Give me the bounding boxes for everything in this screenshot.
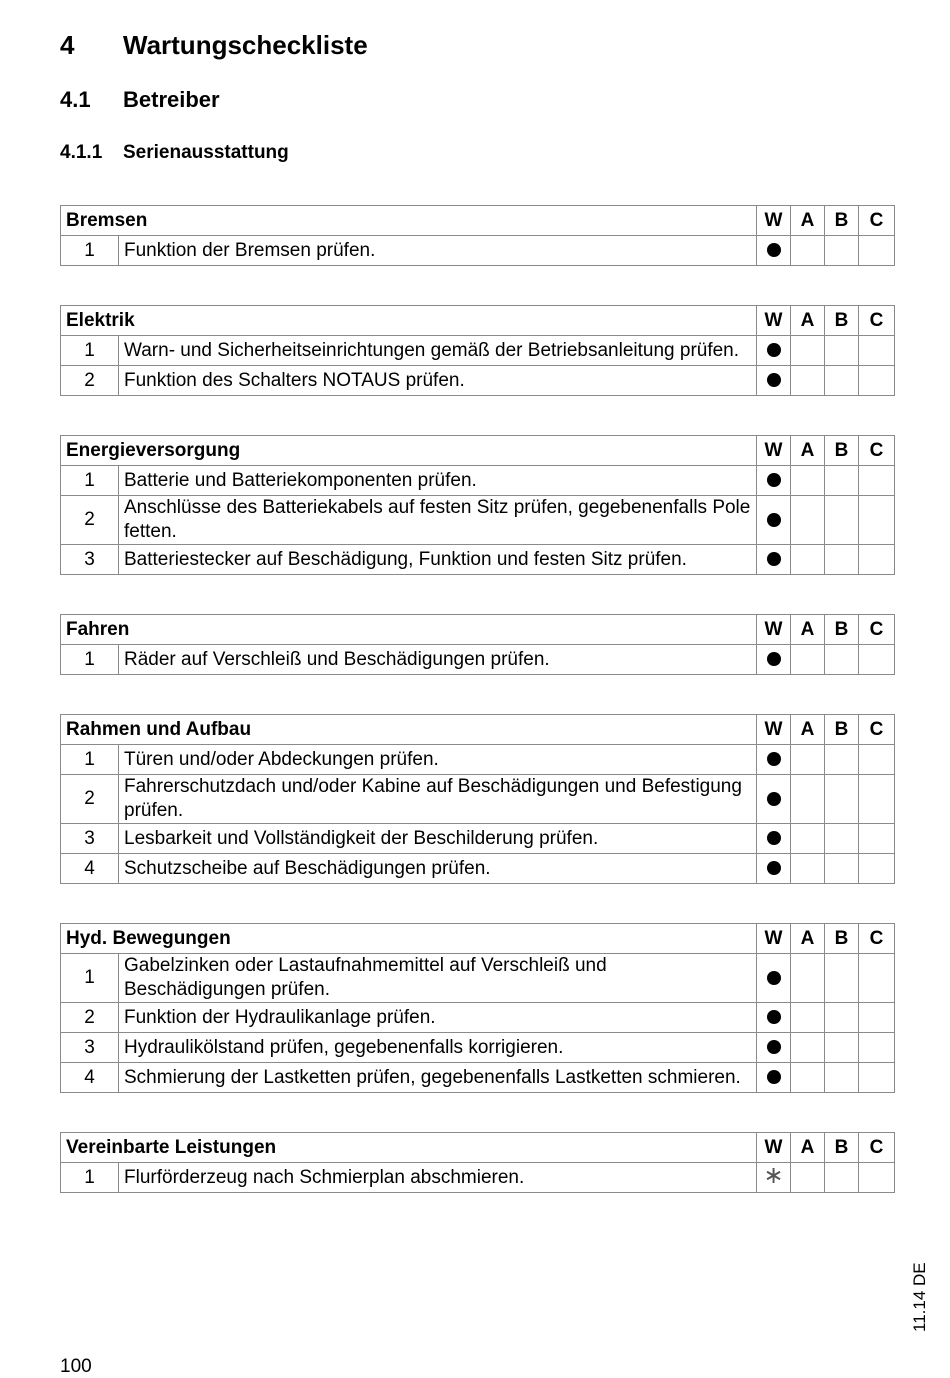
item-number: 3 bbox=[61, 545, 119, 575]
column-header: C bbox=[859, 436, 895, 466]
item-text: Batterie und Batteriekomponenten prüfen. bbox=[119, 466, 757, 496]
checklist-row bbox=[61, 775, 895, 824]
interval-cell bbox=[825, 1063, 859, 1093]
filled-circle-icon bbox=[767, 1070, 781, 1084]
column-header: A bbox=[791, 206, 825, 236]
checklist-row bbox=[61, 854, 895, 884]
interval-cell bbox=[825, 336, 859, 366]
item-text: Türen und/oder Abdeckungen prüfen. bbox=[119, 745, 757, 775]
interval-cell bbox=[825, 854, 859, 884]
column-header: B bbox=[825, 715, 859, 745]
interval-cell bbox=[825, 645, 859, 675]
interval-cell bbox=[825, 545, 859, 575]
item-text: Fahrerschutzdach und/oder Kabine auf Beschädigungen und Befestigung prüfen. bbox=[119, 775, 757, 824]
interval-cell bbox=[859, 545, 895, 575]
column-header: W bbox=[757, 924, 791, 954]
item-text: Funktion des Schalters NOTAUS prüfen. bbox=[119, 366, 757, 396]
item-text: Anschlüsse des Batteriekabels auf festen Sitz prüfen, gegebenenfalls Pole fetten. bbox=[119, 496, 757, 545]
checklist-row bbox=[61, 236, 895, 266]
interval-cell bbox=[859, 1163, 895, 1193]
interval-cell bbox=[859, 824, 895, 854]
filled-circle-icon bbox=[767, 552, 781, 566]
interval-cell bbox=[791, 854, 825, 884]
interval-cell bbox=[825, 824, 859, 854]
interval-cell bbox=[859, 645, 895, 675]
checklist-table bbox=[60, 205, 895, 266]
item-number: 1 bbox=[61, 336, 119, 366]
column-header: W bbox=[757, 206, 791, 236]
interval-cell bbox=[791, 824, 825, 854]
item-number: 4 bbox=[61, 854, 119, 884]
interval-cell bbox=[791, 236, 825, 266]
interval-cell bbox=[825, 1163, 859, 1193]
interval-cell bbox=[791, 496, 825, 545]
item-number: 3 bbox=[61, 824, 119, 854]
interval-cell bbox=[757, 954, 791, 1003]
checklist-row bbox=[61, 366, 895, 396]
item-number: 1 bbox=[61, 1163, 119, 1193]
section-title: Elektrik bbox=[61, 306, 757, 336]
checklist-tables bbox=[60, 205, 894, 1232]
interval-cell bbox=[791, 1033, 825, 1063]
interval-cell bbox=[757, 336, 791, 366]
interval-cell bbox=[757, 466, 791, 496]
item-number: 4 bbox=[61, 1063, 119, 1093]
column-header: A bbox=[791, 306, 825, 336]
column-header: A bbox=[791, 715, 825, 745]
column-header: B bbox=[825, 206, 859, 236]
interval-cell bbox=[757, 545, 791, 575]
column-header: W bbox=[757, 1133, 791, 1163]
interval-cell bbox=[757, 854, 791, 884]
checklist-row bbox=[61, 496, 895, 545]
interval-cell bbox=[859, 366, 895, 396]
item-number: 2 bbox=[61, 1003, 119, 1033]
interval-cell bbox=[825, 236, 859, 266]
checklist-row bbox=[61, 466, 895, 496]
interval-cell bbox=[791, 1163, 825, 1193]
filled-circle-icon bbox=[767, 831, 781, 845]
heading-2-title: Betreiber bbox=[123, 87, 220, 112]
heading-1-number: 4 bbox=[60, 30, 75, 60]
checklist-row bbox=[61, 1033, 895, 1063]
filled-circle-icon bbox=[767, 243, 781, 257]
column-header: C bbox=[859, 924, 895, 954]
item-number: 2 bbox=[61, 775, 119, 824]
section-title: Bremsen bbox=[61, 206, 757, 236]
filled-circle-icon bbox=[767, 473, 781, 487]
filled-circle-icon bbox=[767, 652, 781, 666]
checklist-row bbox=[61, 1003, 895, 1033]
filled-circle-icon bbox=[767, 971, 781, 985]
interval-cell bbox=[825, 1033, 859, 1063]
item-text: Räder auf Verschleiß und Beschädigungen prüfen. bbox=[119, 645, 757, 675]
column-header: B bbox=[825, 615, 859, 645]
heading-2-number: 4.1 bbox=[60, 87, 91, 112]
item-text: Schmierung der Lastketten prüfen, gegebenenfalls Lastketten schmieren. bbox=[119, 1063, 757, 1093]
interval-cell bbox=[825, 466, 859, 496]
filled-circle-icon bbox=[767, 1010, 781, 1024]
column-header: W bbox=[757, 306, 791, 336]
filled-circle-icon bbox=[767, 343, 781, 357]
column-header: C bbox=[859, 615, 895, 645]
interval-cell bbox=[791, 745, 825, 775]
column-header: B bbox=[825, 436, 859, 466]
interval-cell bbox=[859, 1063, 895, 1093]
filled-circle-icon bbox=[767, 1040, 781, 1054]
section-title: Energieversorgung bbox=[61, 436, 757, 466]
checklist-table bbox=[60, 714, 895, 884]
interval-cell bbox=[791, 1063, 825, 1093]
item-text: Batteriestecker auf Beschädigung, Funktion und festen Sitz prüfen. bbox=[119, 545, 757, 575]
checklist-row bbox=[61, 954, 895, 1003]
interval-cell bbox=[757, 1033, 791, 1063]
interval-cell bbox=[791, 645, 825, 675]
filled-circle-icon bbox=[767, 373, 781, 387]
interval-cell bbox=[859, 1033, 895, 1063]
heading-3-number: 4.1.1 bbox=[60, 142, 103, 163]
filled-circle-icon bbox=[767, 752, 781, 766]
item-text: Funktion der Bremsen prüfen. bbox=[119, 236, 757, 266]
item-number: 2 bbox=[61, 366, 119, 396]
interval-cell bbox=[825, 745, 859, 775]
interval-cell bbox=[757, 645, 791, 675]
column-header: C bbox=[859, 306, 895, 336]
interval-cell bbox=[791, 1003, 825, 1033]
item-number: 1 bbox=[61, 645, 119, 675]
checklist-table bbox=[60, 305, 895, 396]
column-header: B bbox=[825, 924, 859, 954]
interval-cell bbox=[757, 236, 791, 266]
interval-cell bbox=[859, 954, 895, 1003]
heading-1 bbox=[60, 30, 368, 61]
column-header: B bbox=[825, 306, 859, 336]
checklist-row bbox=[61, 1063, 895, 1093]
interval-cell bbox=[757, 496, 791, 545]
column-header: A bbox=[791, 924, 825, 954]
filled-circle-icon bbox=[767, 513, 781, 527]
heading-2 bbox=[60, 87, 220, 113]
item-text: Lesbarkeit und Vollständigkeit der Beschilderung prüfen. bbox=[119, 824, 757, 854]
interval-cell bbox=[757, 1063, 791, 1093]
interval-cell bbox=[791, 466, 825, 496]
heading-3 bbox=[60, 142, 289, 164]
interval-cell bbox=[859, 496, 895, 545]
item-number: 1 bbox=[61, 466, 119, 496]
item-number: 2 bbox=[61, 496, 119, 545]
filled-circle-icon bbox=[767, 861, 781, 875]
column-header: C bbox=[859, 1133, 895, 1163]
interval-cell bbox=[859, 1003, 895, 1033]
item-text: Gabelzinken oder Lastaufnahmemittel auf Verschleiß und Beschädigungen prüfen. bbox=[119, 954, 757, 1003]
checklist-row bbox=[61, 824, 895, 854]
item-number: 1 bbox=[61, 236, 119, 266]
interval-cell bbox=[859, 336, 895, 366]
interval-cell bbox=[757, 1003, 791, 1033]
checklist-table bbox=[60, 1132, 895, 1193]
interval-cell bbox=[791, 545, 825, 575]
interval-cell bbox=[825, 1003, 859, 1033]
section-title: Rahmen und Aufbau bbox=[61, 715, 757, 745]
checklist-table bbox=[60, 923, 895, 1093]
column-header: A bbox=[791, 615, 825, 645]
column-header: W bbox=[757, 715, 791, 745]
interval-cell bbox=[825, 366, 859, 396]
interval-cell bbox=[757, 775, 791, 824]
checklist-table bbox=[60, 614, 895, 675]
interval-cell bbox=[757, 366, 791, 396]
section-title: Hyd. Bewegungen bbox=[61, 924, 757, 954]
asterisk-icon: ∗ bbox=[763, 1161, 784, 1189]
interval-cell bbox=[859, 745, 895, 775]
interval-cell bbox=[825, 496, 859, 545]
item-text: Warn- und Sicherheitseinrichtungen gemäß der Betriebsanleitung prüfen. bbox=[119, 336, 757, 366]
column-header: B bbox=[825, 1133, 859, 1163]
interval-cell bbox=[791, 954, 825, 1003]
column-header: C bbox=[859, 206, 895, 236]
checklist-row bbox=[61, 545, 895, 575]
checklist-row bbox=[61, 336, 895, 366]
interval-cell bbox=[757, 824, 791, 854]
interval-cell bbox=[859, 236, 895, 266]
interval-cell bbox=[757, 1163, 791, 1193]
checklist-row bbox=[61, 645, 895, 675]
item-text: Hydraulikölstand prüfen, gegebenenfalls korrigieren. bbox=[119, 1033, 757, 1063]
heading-3-title: Serienausstattung bbox=[123, 142, 289, 163]
checklist-row bbox=[61, 745, 895, 775]
item-text: Flurförderzeug nach Schmierplan abschmieren. bbox=[119, 1163, 757, 1193]
item-number: 1 bbox=[61, 954, 119, 1003]
checklist-table bbox=[60, 435, 895, 575]
item-number: 1 bbox=[61, 745, 119, 775]
page-number: 100 bbox=[60, 1356, 92, 1377]
item-number: 3 bbox=[61, 1033, 119, 1063]
item-text: Funktion der Hydraulikanlage prüfen. bbox=[119, 1003, 757, 1033]
filled-circle-icon bbox=[767, 792, 781, 806]
interval-cell bbox=[859, 466, 895, 496]
section-title: Vereinbarte Leistungen bbox=[61, 1133, 757, 1163]
column-header: A bbox=[791, 1133, 825, 1163]
interval-cell bbox=[791, 336, 825, 366]
item-text: Schutzscheibe auf Beschädigungen prüfen. bbox=[119, 854, 757, 884]
column-header: A bbox=[791, 436, 825, 466]
interval-cell bbox=[791, 366, 825, 396]
checklist-row bbox=[61, 1163, 895, 1193]
side-label: 11.14 DE bbox=[910, 1262, 929, 1332]
column-header: W bbox=[757, 615, 791, 645]
interval-cell bbox=[791, 775, 825, 824]
column-header: W bbox=[757, 436, 791, 466]
interval-cell bbox=[825, 775, 859, 824]
interval-cell bbox=[859, 775, 895, 824]
heading-1-title: Wartungscheckliste bbox=[123, 30, 368, 60]
column-header: C bbox=[859, 715, 895, 745]
section-title: Fahren bbox=[61, 615, 757, 645]
interval-cell bbox=[859, 854, 895, 884]
interval-cell bbox=[825, 954, 859, 1003]
interval-cell bbox=[757, 745, 791, 775]
